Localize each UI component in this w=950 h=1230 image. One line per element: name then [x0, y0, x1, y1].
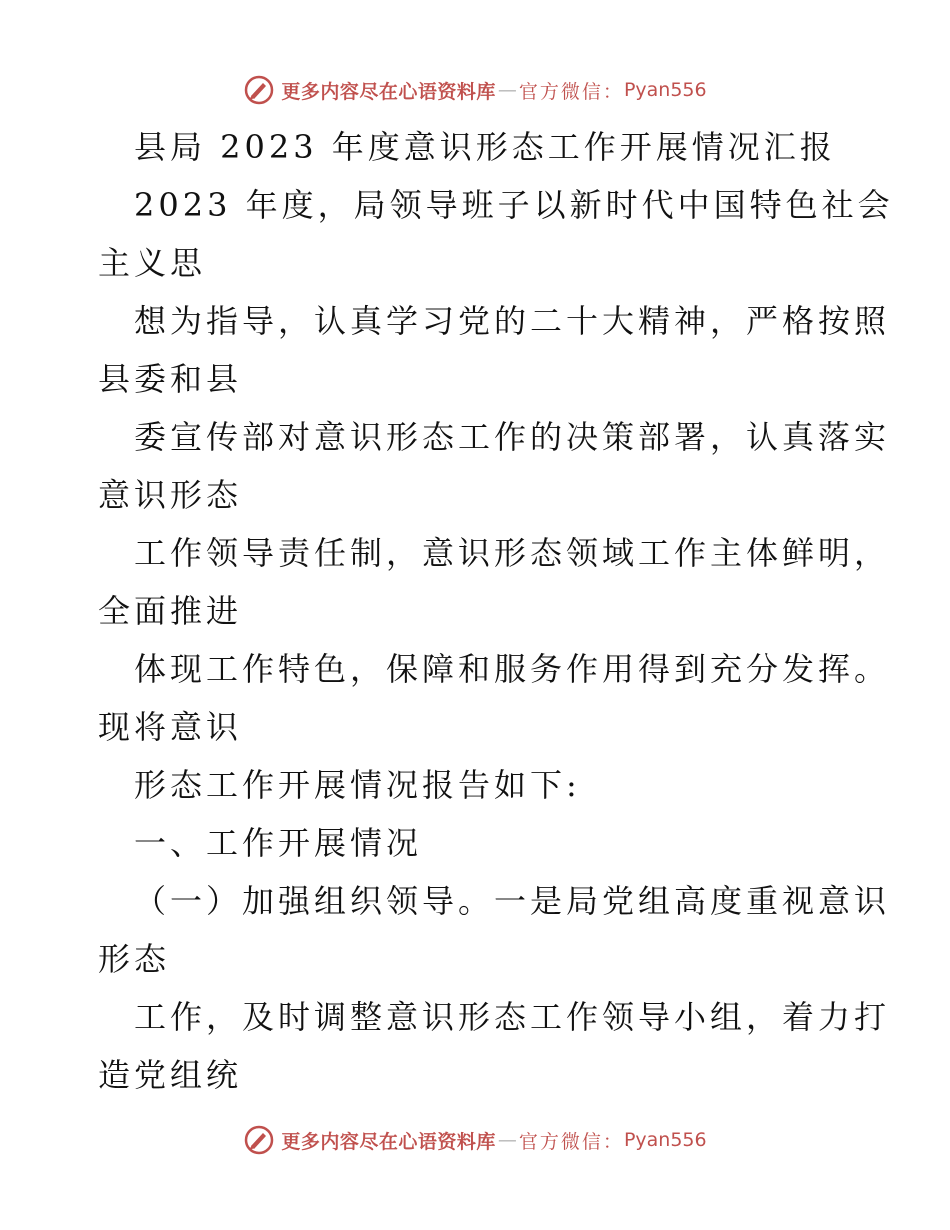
- watermark-brand-text: 更多内容尽在心语资料库: [281, 1130, 496, 1153]
- paragraph-line: 形态工作开展情况报告如下:: [134, 766, 581, 804]
- paragraph-line: 意识形态: [98, 476, 243, 514]
- section-heading: 一、工作开展情况: [134, 824, 423, 862]
- watermark-account-id: Pyan556: [623, 1129, 707, 1151]
- watermark-official-label: 官方微信：: [518, 80, 624, 103]
- paragraph-line: 形态: [98, 940, 171, 978]
- paragraph-line: 造党组统: [98, 1056, 243, 1094]
- document-body: [98, 118, 894, 1104]
- paragraph-line: 想为指导，认真学习党的二十大精神，严格按照: [134, 302, 891, 340]
- header-watermark: [0, 72, 950, 108]
- paragraph-line: 工作，及时调整意识形态工作领导小组，着力打: [134, 998, 891, 1036]
- watermark-account-id: Pyan556: [623, 79, 707, 101]
- watermark-brand-text: 更多内容尽在心语资料库: [281, 80, 496, 103]
- watermark-official-label: 官方微信：: [518, 1130, 624, 1153]
- paragraph-line: 县委和县: [98, 360, 243, 398]
- paragraph-line: 2023 年度，局领导班子以新时代中国特色社会: [134, 186, 894, 224]
- watermark-separator: —: [497, 1129, 517, 1151]
- paragraph-line: 全面推进: [98, 592, 243, 630]
- document-title: 县局 2023 年度意识形态工作开展情况汇报: [134, 128, 836, 166]
- subsection-heading-line: （一）加强组织领导。一是局党组高度重视意识: [134, 882, 891, 920]
- brand-logo-icon: [243, 74, 275, 106]
- footer-watermark: [0, 1122, 950, 1158]
- paragraph-line: 现将意识: [98, 708, 243, 746]
- paragraph-line: 体现工作特色，保障和服务作用得到充分发挥。: [134, 650, 891, 688]
- paragraph-line: 委宣传部对意识形态工作的决策部署，认真落实: [134, 418, 891, 456]
- paragraph-line: 主义思: [98, 244, 207, 282]
- brand-logo-icon: [243, 1124, 275, 1156]
- paragraph-line: 工作领导责任制，意识形态领域工作主体鲜明，: [134, 534, 891, 572]
- watermark-separator: —: [497, 79, 517, 101]
